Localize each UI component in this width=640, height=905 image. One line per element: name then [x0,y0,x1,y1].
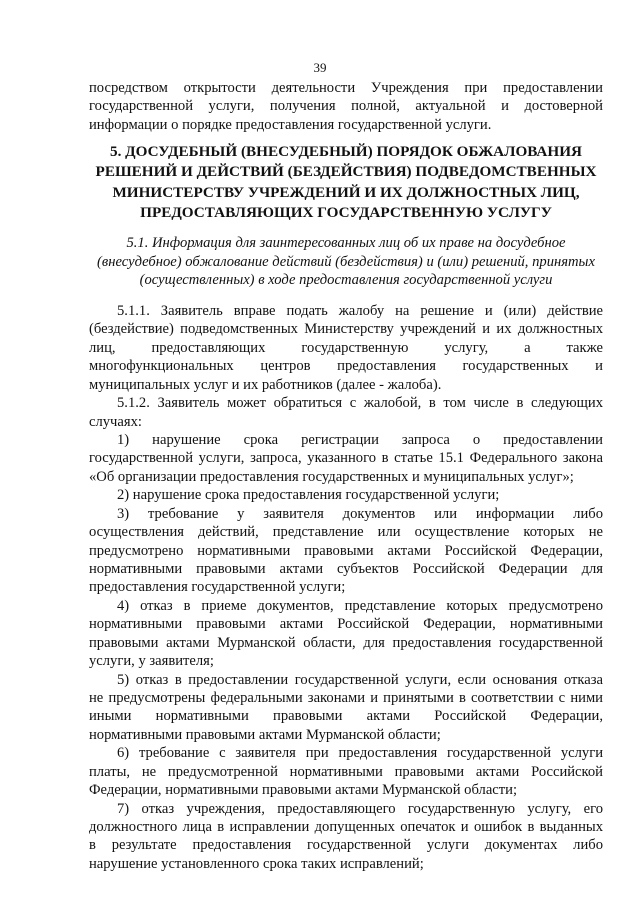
text-line: услуги, у заявителя; [89,653,214,670]
text-line: 7) отказ учреждения, предоставляющего государственную услугу, его [117,800,603,817]
text-line: 1) нарушение срока регистрации запроса о предоставлении [117,432,603,448]
text-line: 2) нарушение срока предоставления государственной услуги; [117,487,500,504]
text-line: (внесудебное) обжалование действий (бездействия) и (или) решений, принятых [97,253,595,270]
text-line: 4) отказ в приеме документов, представление которых предусмотрено [117,597,603,614]
text-line: нормативными правовыми актами Мурманской области; [89,726,441,743]
text-line: информации о порядке предоставления государственной услуги. [89,116,492,133]
text-line: МИНИСТЕРСТВУ УЧРЕЖДЕНИЙ И ИХ ДОЛЖНОСТНЫХ ЛИЦ, [112,183,580,201]
text-line: не предусмотрены федеральными законами и принятыми в соответствии с ними [89,690,603,707]
text-line: случаях: [89,413,142,430]
text-line: нормативными правовыми актами субъектов Российской Федерации для [89,561,603,578]
text-line: ПРЕДОСТАВЛЯЮЩИХ ГОСУДАРСТВЕННУЮ УСЛУГУ [140,203,552,221]
text-line: (осуществленных) в ходе предоставления государственной услуги [139,272,553,289]
text-line: «Об организации предоставления государственных и муниципальных услуг»; [89,468,574,485]
text-line: иными нормативными правовыми актами Российской Федерации, [89,708,603,725]
text-line: 6) требование с заявителя при предоставления государственной услуги [117,745,603,762]
text-line: многофункциональных центров предоставления государственных и [89,358,603,375]
text-line: нарушение установленного срока таких исправлений; [89,855,424,872]
text-line: (бездействие) подведомственных Министерству учреждений и их должностных [89,321,603,338]
text-line: правовыми актами Мурманской области, для предоставления государственной [89,634,603,651]
text-line: 5. ДОСУДЕБНЫЙ (ВНЕСУДЕБНЫЙ) ПОРЯДОК ОБЖАЛОВАНИЯ [109,143,582,160]
text-line: осуществления действий, представление или осуществление которых не [89,524,603,541]
text-line: 5.1.2. Заявитель может обратиться с жалобой, в том числе в следующих [117,395,603,412]
text-line: предусмотрено нормативными правовыми актами Российской Федерации, [89,542,603,559]
text-line: 3) требование у заявителя документов или информации либо [117,505,603,522]
text-line: государственной услуги, получения полной, актуальной и достоверной [89,98,603,115]
text-line: 5.1.1. Заявитель вправе подать жалобу на решение и (или) действие [117,303,603,319]
text-line: платы, не предусмотренной нормативными правовыми актами Российской [89,763,603,780]
text-line: муниципальных услуг и их работников (далее - жалоба). [89,376,442,393]
page-number: 39 [313,60,327,75]
text-line: 5.1. Информация для заинтересованных лиц об их праве на досудебное [126,235,566,251]
text-line: в результате предоставления государственной услуги документах либо [89,837,603,854]
text-line: посредством открытости деятельности Учреждения при предоставлении [89,80,603,96]
text-line: предоставления государственной услуги; [89,579,346,596]
text-line: государственной услуги, запроса, указанного в статье 15.1 Федерального закона [89,450,603,467]
text-line: должностного лица в исправлении допущенных опечаток и ошибок в выданных [89,819,603,836]
text-line: 5) отказ в предоставлении государственной услуги, если основания отказа [117,671,603,688]
text-line: нормативными правовыми актами Российской Федерации, нормативными [89,616,603,633]
text-line: РЕШЕНИЙ И ДЕЙСТВИЙ (БЕЗДЕЙСТВИЯ) ПОДВЕДОМСТВЕННЫХ [95,163,597,181]
text-line: Федерации, нормативными правовыми актами Мурманской области; [89,782,518,799]
text-line: лиц, предоставляющих государственную услугу, а также [89,339,603,356]
